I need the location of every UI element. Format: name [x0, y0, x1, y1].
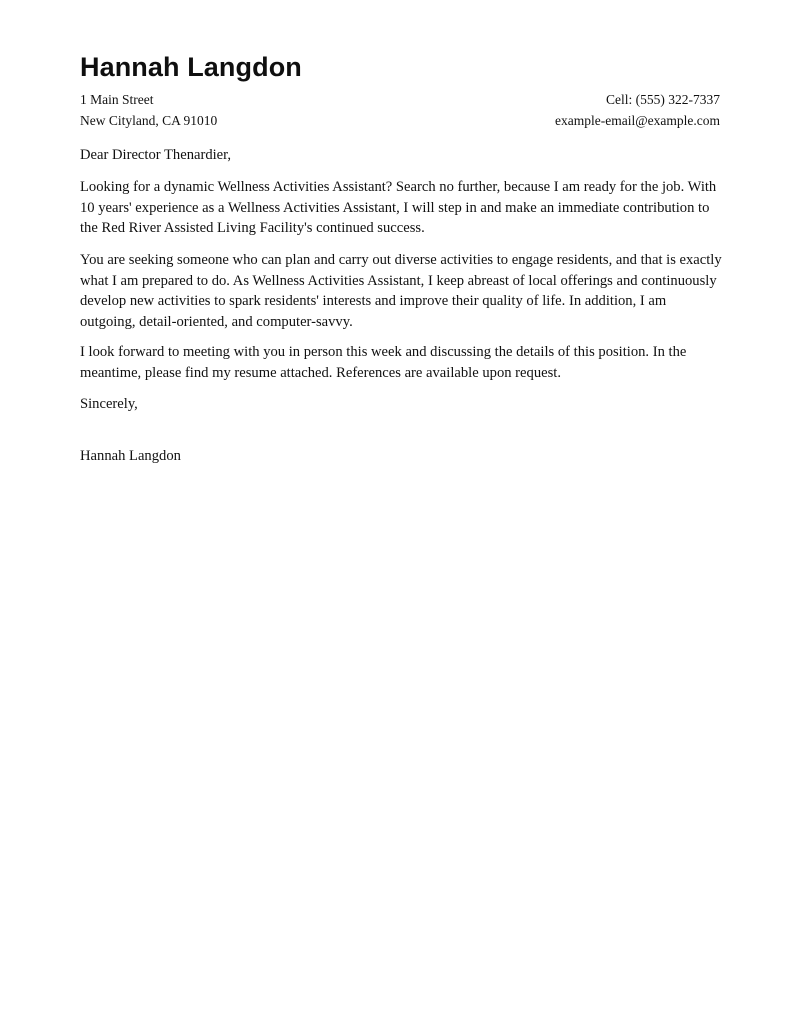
contact-row-1: [80, 90, 720, 110]
address-line-1: 1 Main Street: [80, 92, 154, 107]
address-line-2: New Cityland, CA 91010: [80, 113, 218, 128]
salutation: Dear Director Thenardier,: [80, 147, 232, 163]
applicant-name: Hannah Langdon: [80, 52, 302, 82]
paragraph-2: You are seeking someone who can plan and carry out diverse activities to engage residents, and that is exactly what I am prepared to do. As Wellness Activities Assistant, I keep abreast of local offerings and continuously develop new activities to spark residents' interests and improve their quality of life. In addition, I am outgoing, detail-oriented, and computer-savvy.: [80, 252, 722, 330]
signature: Hannah Langdon: [80, 448, 181, 464]
paragraph-3: I look forward to meeting with you in person this week and discussing the details of this position. In the meantime, please find my resume attached. References are available upon request.: [80, 344, 687, 381]
paragraph-1: Looking for a dynamic Wellness Activities Assistant? Search no further, because I am ready for the job. With 10 years' experience as a Wellness Activities Assistant, I will step in and make an immediate contribution to the Red River Assisted Living Facility's continued success.: [80, 179, 717, 236]
email-address: example-email@example.com: [555, 113, 720, 128]
phone-number: Cell: (555) 322-7337: [606, 92, 720, 107]
contact-row-2: [80, 111, 720, 131]
closing: Sincerely,: [80, 396, 138, 412]
